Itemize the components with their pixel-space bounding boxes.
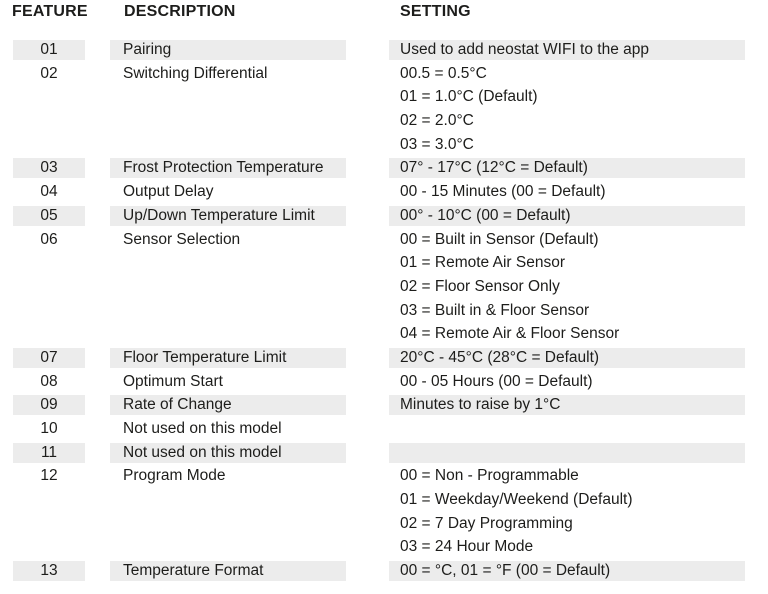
setting-value: 00.5 = 0.5°C: [400, 64, 487, 82]
feature-number: [13, 111, 85, 131]
feature-description: Optimum Start: [123, 372, 223, 390]
row-line: [0, 182, 768, 206]
setting-value: 02 = 7 Day Programming: [400, 514, 573, 532]
feature-description: [110, 514, 346, 534]
feature-number: [13, 301, 85, 321]
feature-description: Sensor Selection: [123, 230, 241, 248]
row-line: [0, 64, 768, 88]
table-row: [0, 182, 768, 206]
setting-value: [389, 443, 745, 463]
setting-value: 00° - 10°C (00 = Default): [389, 206, 745, 226]
row-line: [0, 514, 768, 538]
table-row: [0, 348, 768, 372]
header-setting: SETTING: [400, 3, 471, 20]
feature-number: [13, 87, 85, 107]
setting-value: Used to add neostat WIFI to the app: [389, 40, 745, 60]
feature-number: 04: [40, 183, 58, 201]
feature-description: [110, 87, 346, 107]
setting-value: 01 = Weekday/Weekend (Default): [400, 491, 633, 509]
setting-value: 00 = °C, 01 = °F (00 = Default): [389, 561, 745, 581]
feature-description: Not used on this model: [123, 420, 282, 437]
setting-value: 20°C - 45°C (28°C = Default): [389, 348, 745, 368]
feature-description: Pairing: [110, 40, 346, 60]
feature-description: Output Delay: [123, 183, 214, 201]
feature-number: 01: [13, 40, 85, 60]
setting-value: Minutes to raise by 1°C: [389, 395, 745, 415]
row-line: [0, 301, 768, 325]
feature-number: 13: [13, 561, 85, 581]
row-line: [0, 443, 768, 467]
row-line: [0, 230, 768, 254]
feature-description: [110, 111, 346, 131]
setting-value: 03 = 3.0°C: [400, 135, 474, 153]
feature-description: Temperature Format: [110, 561, 346, 581]
feature-number: [13, 490, 85, 510]
setting-value: 01 = Remote Air Sensor: [400, 254, 565, 272]
table-row: [0, 395, 768, 419]
feature-number: 11: [13, 443, 85, 463]
setting-value: 02 = 2.0°C: [400, 112, 474, 130]
table-row: [0, 40, 768, 64]
feature-number: [13, 537, 85, 557]
setting-value: 00 - 15 Minutes (00 = Default): [400, 183, 606, 201]
table-row: [0, 158, 768, 182]
row-line: [0, 372, 768, 396]
row-line: [0, 490, 768, 514]
row-line: [0, 277, 768, 301]
feature-number: [13, 277, 85, 297]
row-line: [0, 324, 768, 348]
feature-number: 06: [40, 230, 58, 248]
feature-description: Floor Temperature Limit: [110, 348, 346, 368]
feature-number: [13, 324, 85, 344]
setting-value: 00 - 05 Hours (00 = Default): [400, 372, 593, 390]
feature-description: [110, 301, 346, 321]
feature-description: Rate of Change: [110, 395, 346, 415]
table-row: [0, 64, 768, 159]
feature-number: 05: [13, 206, 85, 226]
feature-description: Frost Protection Temperature: [110, 158, 346, 178]
row-line: [0, 419, 768, 443]
setting-value: 04 = Remote Air & Floor Sensor: [400, 325, 620, 343]
feature-number: 08: [40, 372, 58, 390]
table-row: [0, 443, 768, 467]
feature-description: [110, 324, 346, 344]
feature-description: [110, 253, 346, 273]
row-line: [0, 466, 768, 490]
feature-description: [110, 277, 346, 297]
table-row: [0, 230, 768, 348]
feature-number: [13, 135, 85, 155]
feature-description: [110, 135, 346, 155]
feature-description: Program Mode: [123, 467, 226, 485]
row-line: [0, 395, 768, 419]
row-line: [0, 348, 768, 372]
feature-description: Not used on this model: [110, 443, 346, 463]
row-line: [0, 206, 768, 230]
feature-description: [110, 490, 346, 510]
feature-number: 12: [40, 467, 58, 485]
feature-number: 03: [13, 158, 85, 178]
feature-number: 07: [13, 348, 85, 368]
feature-description: Up/Down Temperature Limit: [110, 206, 346, 226]
row-line: [0, 111, 768, 135]
row-line: [0, 158, 768, 182]
feature-description: [110, 537, 346, 557]
table-row: [0, 466, 768, 561]
table-row: [0, 372, 768, 396]
setting-value: 02 = Floor Sensor Only: [400, 277, 560, 295]
setting-value: [389, 419, 745, 439]
feature-number: [13, 514, 85, 534]
feature-description: Switching Differential: [123, 64, 268, 82]
setting-value: 03 = 24 Hour Mode: [400, 538, 534, 556]
row-line: [0, 40, 768, 64]
setting-value: 07° - 17°C (12°C = Default): [389, 158, 745, 178]
table-row: [0, 206, 768, 230]
setting-value: 00 = Non - Programmable: [400, 467, 579, 485]
table-row: [0, 561, 768, 585]
setting-value: 03 = Built in & Floor Sensor: [400, 301, 590, 319]
feature-number: [13, 253, 85, 273]
row-line: [0, 537, 768, 561]
header-feature: FEATURE: [12, 3, 88, 20]
table-row: [0, 419, 768, 443]
header-description: DESCRIPTION: [124, 3, 236, 20]
feature-number: 02: [40, 64, 58, 82]
row-line: [0, 87, 768, 111]
feature-number: 09: [13, 395, 85, 415]
feature-table: [0, 40, 768, 585]
row-line: [0, 135, 768, 159]
row-line: [0, 253, 768, 277]
setting-value: 01 = 1.0°C (Default): [400, 88, 538, 106]
row-line: [0, 561, 768, 585]
setting-value: 00 = Built in Sensor (Default): [400, 230, 599, 248]
feature-number: 10: [40, 420, 58, 437]
